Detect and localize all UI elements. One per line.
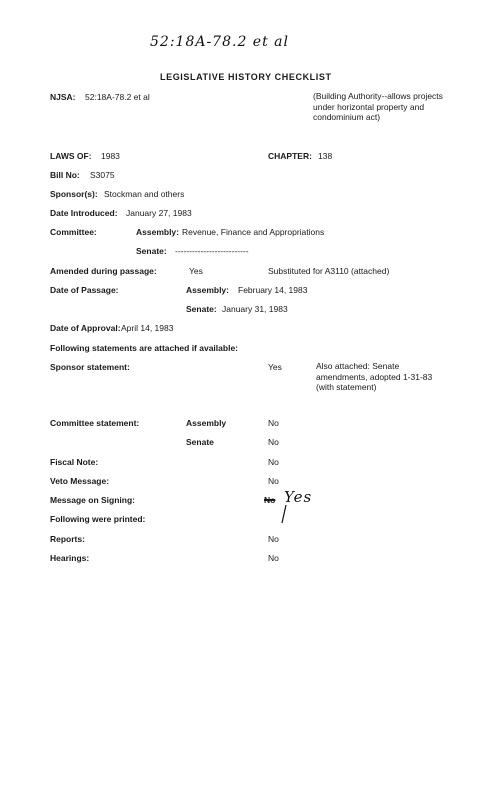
committee-statement-assembly-label: Assembly — [186, 418, 227, 428]
message-on-signing-label: Message on Signing: — [50, 495, 136, 505]
sponsor-statement-value: Yes — [268, 362, 282, 372]
amended-note: Substituted for A3110 (attached) — [268, 266, 390, 276]
sponsors-label: Sponsor(s): — [50, 189, 98, 199]
reports-label: Reports: — [50, 534, 85, 544]
committee-assembly-value: Revenue, Finance and Appropriations — [182, 227, 325, 237]
passage-label: Date of Passage: — [50, 285, 119, 295]
page-title: LEGISLATIVE HISTORY CHECKLIST — [160, 72, 332, 82]
handwritten-header: 52:18A-78.2 et al — [150, 34, 289, 50]
committee-statement-senate-value: No — [268, 437, 279, 447]
amended-value: Yes — [189, 266, 203, 276]
njsa-value: 52:18A-78.2 et al — [85, 92, 150, 102]
date-introduced-value: January 27, 1983 — [126, 208, 192, 218]
passage-assembly-label: Assembly: — [186, 285, 229, 295]
fiscal-note-value: No — [268, 457, 279, 467]
sponsor-statement-label: Sponsor statement: — [50, 362, 130, 372]
sponsor-statement-note: Also attached: Senate amendments, adopted 1-31-83 (with statement) — [316, 361, 433, 392]
committee-assembly-label: Assembly: — [136, 227, 179, 237]
approval-label: Date of Approval: — [50, 323, 121, 333]
committee-senate-label: Senate: — [136, 246, 167, 256]
chapter-value: 138 — [318, 151, 333, 161]
message-on-signing-handwritten-value: Yes — [284, 488, 313, 506]
committee-statement-assembly-value: No — [268, 418, 279, 428]
amended-label: Amended during passage: — [50, 266, 157, 276]
approval-value: April 14, 1983 — [121, 323, 174, 333]
njsa-label: NJSA: — [50, 92, 76, 102]
committee-statement-label: Committee statement: — [50, 418, 140, 428]
passage-assembly-value: February 14, 1983 — [238, 285, 308, 295]
following-printed-label: Following were printed: — [50, 514, 146, 524]
attached-heading: Following statements are attached if available: — [50, 343, 238, 353]
sponsors-value: Stockman and others — [104, 189, 185, 199]
committee-senate-value: -------------------------- — [175, 246, 249, 256]
hearings-value: No — [268, 553, 279, 563]
laws-of-label: LAWS OF: — [50, 151, 92, 161]
date-introduced-label: Date Introduced: — [50, 208, 118, 218]
bill-description: (Building Authority--allows projects under horizontal property and condominium act) — [313, 91, 443, 122]
committee-statement-senate-label: Senate — [186, 437, 214, 447]
laws-of-value: 1983 — [101, 151, 120, 161]
veto-message-value: No — [268, 476, 279, 486]
fiscal-note-label: Fiscal Note: — [50, 457, 99, 467]
message-on-signing-struck-value: No — [264, 495, 276, 505]
bill-no-label: Bill No: — [50, 170, 80, 180]
hearings-label: Hearings: — [50, 553, 90, 563]
committee-label: Committee: — [50, 227, 97, 237]
reports-value: No — [268, 534, 279, 544]
bill-no-value: S3075 — [90, 170, 115, 180]
handwritten-tick-mark — [280, 504, 290, 524]
veto-message-label: Veto Message: — [50, 476, 110, 486]
passage-senate-label: Senate: — [186, 304, 217, 314]
chapter-label: CHAPTER: — [268, 151, 312, 161]
passage-senate-value: January 31, 1983 — [222, 304, 288, 314]
